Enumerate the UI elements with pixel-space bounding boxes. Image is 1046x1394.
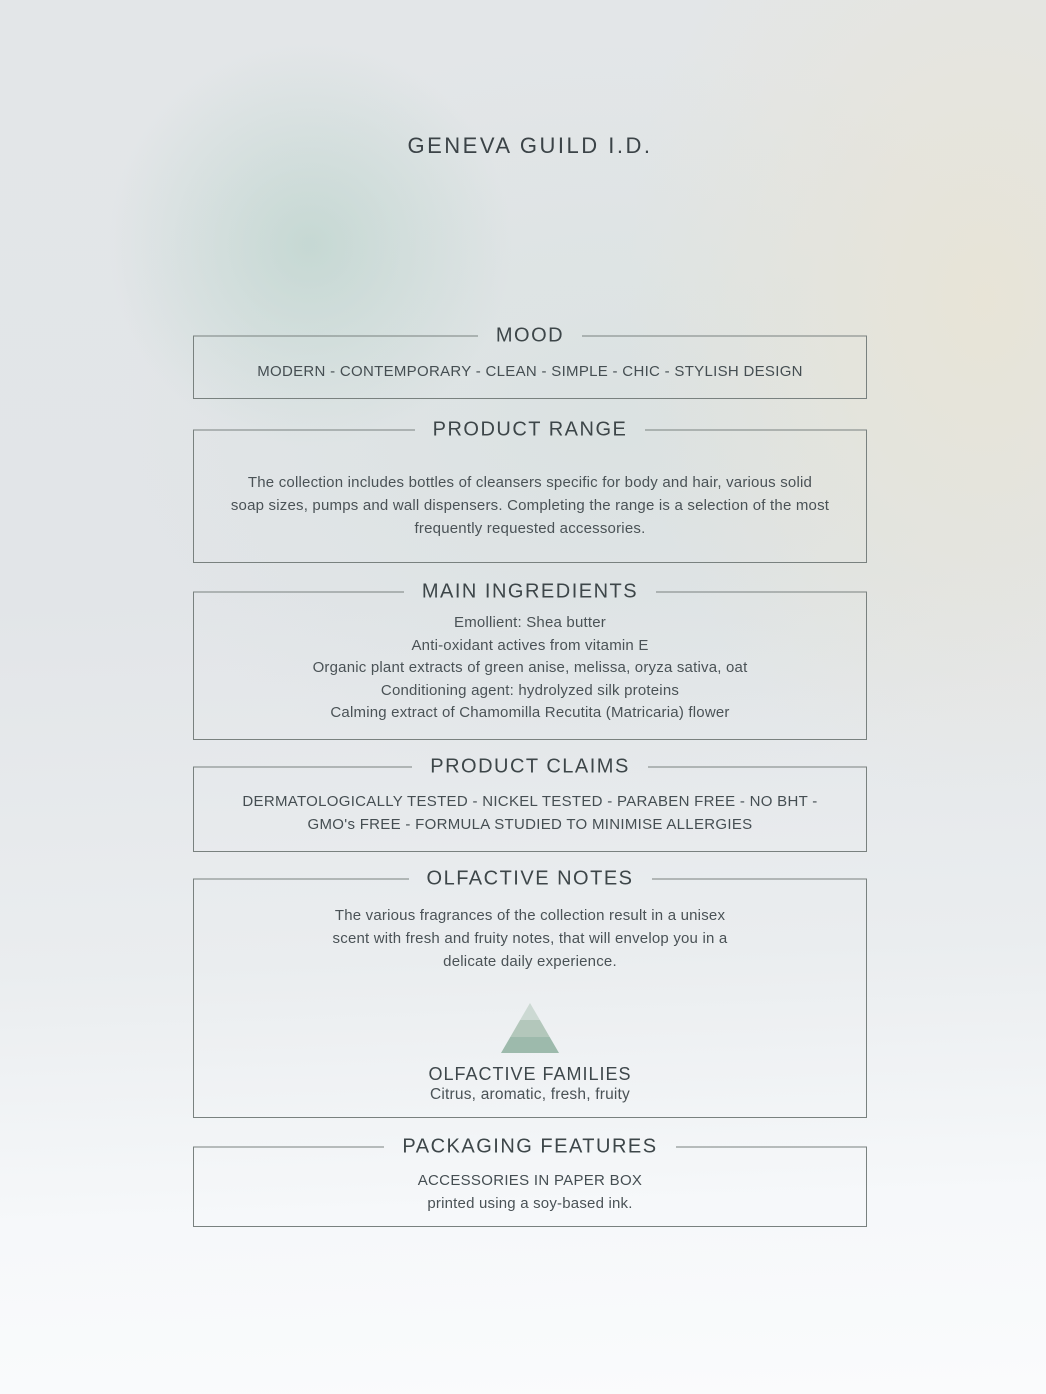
- claim-line: DERMATOLOGICALLY TESTED - NICKEL TESTED - PARABEN FREE - NO BHT -: [242, 793, 818, 810]
- ingredient-line: Emollient: Shea butter: [454, 614, 606, 632]
- product-range-line: soap sizes, pumps and wall dispensers. Completing the range is a selection of the most: [230, 497, 830, 514]
- olfactive-pyramid-icon: [501, 1003, 559, 1053]
- ingredient-line: Anti-oxidant actives from vitamin E: [411, 636, 649, 654]
- section-title: MAIN INGREDIENTS: [421, 580, 639, 603]
- section-packaging-features-body: [193, 1147, 867, 1227]
- section-title: PRODUCT RANGE: [432, 418, 628, 441]
- page-title: GENEVA GUILD I.D.: [407, 133, 653, 158]
- packaging-line: printed using a soy-based ink.: [427, 1194, 633, 1212]
- product-range-line: frequently requested accessories.: [414, 520, 646, 537]
- olfactive-families-text: Citrus, aromatic, fresh, fruity: [430, 1086, 630, 1103]
- section-mood: [193, 324, 867, 399]
- pyramid-tier-middle: [510, 1020, 549, 1037]
- section-title: PRODUCT CLAIMS: [430, 755, 630, 778]
- section-title: OLFACTIVE NOTES: [426, 867, 634, 890]
- section-olfactive-notes-body: [193, 879, 867, 1118]
- olfactive-line: The various fragrances of the collection result in a unisex: [334, 907, 726, 924]
- claim-line: GMO's FREE - FORMULA STUDIED TO MINIMISE ALLERGIES: [307, 816, 753, 833]
- olfactive-line: scent with fresh and fruity notes, that will envelop you in a: [332, 930, 728, 947]
- section-title: PACKAGING FEATURES: [402, 1135, 658, 1158]
- section-product-range-body: [193, 430, 867, 563]
- packaging-line: ACCESSORIES IN PAPER BOX: [417, 1171, 643, 1189]
- product-range-line: The collection includes bottles of cleansers specific for body and hair, various solid: [247, 474, 813, 491]
- section-main-ingredients-body: [193, 592, 867, 740]
- section-main-ingredients: [193, 580, 867, 740]
- mood-line: MODERN - CONTEMPORARY - CLEAN - SIMPLE - CHIC - STYLISH DESIGN: [257, 362, 803, 380]
- section-product-claims-body: [193, 767, 867, 852]
- section-product-range: [193, 418, 867, 563]
- section-title: MOOD: [495, 324, 565, 347]
- olfactive-line: delicate daily experience.: [443, 953, 617, 970]
- pyramid-tier-top: [520, 1003, 540, 1020]
- section-packaging-features: [193, 1135, 867, 1227]
- pyramid-tier-bottom: [501, 1037, 559, 1053]
- ingredient-line: Conditioning agent: hydrolyzed silk proteins: [380, 681, 680, 699]
- section-product-claims: [193, 755, 867, 852]
- olfactive-families-title: OLFACTIVE FAMILIES: [428, 1064, 632, 1084]
- ingredient-line: Organic plant extracts of green anise, melissa, oryza sativa, oat: [312, 659, 748, 677]
- ingredient-line: Calming extract of Chamomilla Recutita (Matricaria) flower: [330, 704, 730, 722]
- section-olfactive-notes: [193, 867, 867, 1118]
- section-mood-body: [193, 336, 867, 399]
